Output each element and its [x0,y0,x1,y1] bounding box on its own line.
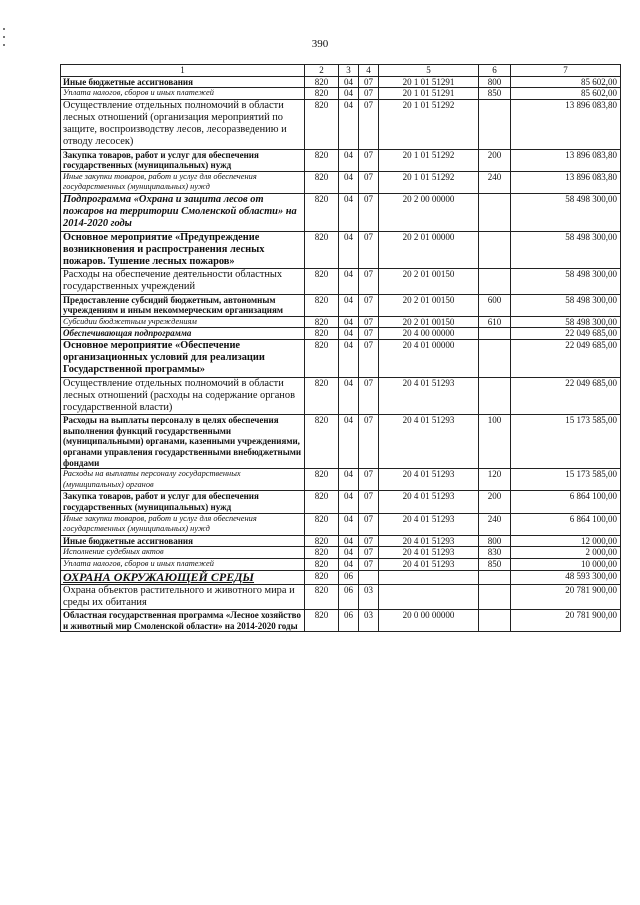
row-name-cell: Иные закупки товаров, работ и услуг для обеспечения государственных (муниципальных) нужд [61,513,305,535]
row-name-cell: Областная государственная программа «Лесное хозяйство и животный мир Смоленской области» на 2014-2020 годы [61,609,305,631]
row-name-cell: Осуществление отдельных полномочий в области лесных отношений (организация мероприятий по защите, воспроизводству лесов, лесоразведению и отводу лесосек) [61,99,305,149]
admin-code-cell: 820 [305,294,339,316]
table-row [61,88,621,100]
table-row [61,491,621,513]
subsection-code-cell: 07 [359,88,379,100]
table-row [61,558,621,570]
header-cell-3: 3 [339,65,359,77]
amount-cell: 15 173 585,00 [511,469,621,491]
amount-cell: 2 000,00 [511,547,621,559]
section-code-cell: 04 [339,558,359,570]
target-code-cell: 20 2 01 00150 [379,316,479,328]
subsection-code-cell: 07 [359,377,379,415]
row-name-cell: Иные закупки товаров, работ и услуг для обеспечения государственных (муниципальных) нужд [61,171,305,193]
row-name-cell: Субсидии бюджетным учреждениям [61,316,305,328]
admin-code-cell: 820 [305,584,339,609]
admin-code-cell: 820 [305,171,339,193]
admin-code-cell: 820 [305,469,339,491]
target-code-cell: 20 2 00 00000 [379,193,479,231]
subsection-code-cell: 07 [359,99,379,149]
amount-cell: 58 498 300,00 [511,294,621,316]
target-code-cell: 20 4 01 51293 [379,415,479,469]
subsection-code-cell: 07 [359,149,379,171]
expense-type-cell: 120 [479,469,511,491]
section-code-cell: 04 [339,269,359,294]
admin-code-cell: 820 [305,377,339,415]
table-row [61,193,621,231]
expense-type-cell [479,584,511,609]
section-code-cell: 06 [339,570,359,584]
target-code-cell: 20 4 01 51293 [379,377,479,415]
subsection-code-cell: 07 [359,294,379,316]
amount-cell: 13 896 083,80 [511,149,621,171]
target-code-cell [379,570,479,584]
target-code-cell: 20 1 01 51291 [379,88,479,100]
header-cell-2: 2 [305,65,339,77]
table-row [61,547,621,559]
subsection-code-cell: 07 [359,171,379,193]
expense-type-cell: 800 [479,76,511,88]
expense-type-cell [479,328,511,340]
section-code-cell: 04 [339,535,359,547]
section-code-cell: 04 [339,231,359,269]
target-code-cell: 20 4 01 00000 [379,339,479,377]
table-row [61,76,621,88]
expense-type-cell: 800 [479,535,511,547]
expense-type-cell: 610 [479,316,511,328]
target-code-cell: 20 4 01 51293 [379,469,479,491]
table-row [61,535,621,547]
amount-cell: 22 049 685,00 [511,328,621,340]
row-name-cell: Основное мероприятие «Обеспечение организационных условий для реализации Государственной программы» [61,339,305,377]
row-name-cell: Уплата налогов, сборов и иных платежей [61,558,305,570]
expense-type-cell: 200 [479,491,511,513]
expense-type-cell [479,339,511,377]
subsection-code-cell: 07 [359,535,379,547]
amount-cell: 13 896 083,80 [511,99,621,149]
amount-cell: 48 593 300,00 [511,570,621,584]
expense-type-cell: 100 [479,415,511,469]
amount-cell: 58 498 300,00 [511,316,621,328]
row-name-cell: Расходы на обеспечение деятельности областных государственных учреждений [61,269,305,294]
subsection-code-cell: 03 [359,609,379,631]
header-row [61,65,621,77]
target-code-cell: 20 2 01 00000 [379,231,479,269]
table-row [61,231,621,269]
amount-cell: 85 602,00 [511,88,621,100]
table-row [61,513,621,535]
table-row [61,328,621,340]
row-name-cell: Исполнение судебных актов [61,547,305,559]
admin-code-cell: 820 [305,269,339,294]
amount-cell: 6 864 100,00 [511,491,621,513]
expense-type-cell [479,99,511,149]
target-code-cell: 20 4 00 00000 [379,328,479,340]
table-row [61,99,621,149]
row-name-cell: Подпрограмма «Охрана и защита лесов от пожаров на территории Смоленской области» на 2014-2020 годы [61,193,305,231]
admin-code-cell: 820 [305,415,339,469]
budget-table [60,64,621,632]
amount-cell: 85 602,00 [511,76,621,88]
amount-cell: 15 173 585,00 [511,415,621,469]
expense-type-cell [479,609,511,631]
subsection-code-cell: 07 [359,328,379,340]
row-name-cell: Иные бюджетные ассигнования [61,535,305,547]
amount-cell: 10 000,00 [511,558,621,570]
table-row [61,377,621,415]
row-name-cell: Предоставление субсидий бюджетным, автономным учреждениям и иным некоммерческим организациям [61,294,305,316]
amount-cell: 58 498 300,00 [511,193,621,231]
header-cell-5: 5 [379,65,479,77]
section-code-cell: 04 [339,316,359,328]
section-code-cell: 04 [339,469,359,491]
table-row [61,339,621,377]
amount-cell: 20 781 900,00 [511,609,621,631]
target-code-cell: 20 1 01 51292 [379,149,479,171]
subsection-code-cell: 07 [359,193,379,231]
expense-type-cell [479,269,511,294]
table-row [61,415,621,469]
admin-code-cell: 820 [305,149,339,171]
target-code-cell: 20 2 01 00150 [379,294,479,316]
admin-code-cell: 820 [305,76,339,88]
amount-cell: 58 498 300,00 [511,231,621,269]
row-name-cell: Расходы на выплаты персоналу государственных (муниципальных) органов [61,469,305,491]
budget-table-container [60,64,620,632]
amount-cell: 58 498 300,00 [511,269,621,294]
section-code-cell: 04 [339,76,359,88]
section-code-cell: 04 [339,339,359,377]
subsection-code-cell: 07 [359,491,379,513]
subsection-code-cell: 07 [359,231,379,269]
target-code-cell: 20 4 01 51293 [379,513,479,535]
subsection-code-cell: 07 [359,316,379,328]
subsection-code-cell: 07 [359,415,379,469]
target-code-cell: 20 4 01 51293 [379,558,479,570]
admin-code-cell: 820 [305,88,339,100]
amount-cell: 12 000,00 [511,535,621,547]
admin-code-cell: 820 [305,609,339,631]
section-code-cell: 06 [339,584,359,609]
admin-code-cell: 820 [305,328,339,340]
section-code-cell: 06 [339,609,359,631]
subsection-code-cell: 07 [359,513,379,535]
subsection-code-cell: 03 [359,584,379,609]
table-row [61,149,621,171]
subsection-code-cell: 07 [359,76,379,88]
page-number: 390 [311,38,329,50]
row-name-cell: Закупка товаров, работ и услуг для обеспечения государственных (муниципальных) нужд [61,149,305,171]
row-name-cell: Осуществление отдельных полномочий в области лесных отношений (расходы на содержание органов государственной власти) [61,377,305,415]
row-name-cell: Закупка товаров, работ и услуг для обеспечения государственных (муниципальных) нужд [61,491,305,513]
expense-type-cell: 200 [479,149,511,171]
amount-cell: 22 049 685,00 [511,339,621,377]
target-code-cell: 20 2 01 00150 [379,269,479,294]
row-name-cell: Охрана объектов растительного и животного мира и среды их обитания [61,584,305,609]
table-row [61,171,621,193]
target-code-cell: 20 1 01 51292 [379,99,479,149]
row-name-cell: Иные бюджетные ассигнования [61,76,305,88]
admin-code-cell: 820 [305,547,339,559]
admin-code-cell: 820 [305,316,339,328]
expense-type-cell: 600 [479,294,511,316]
table-row [61,294,621,316]
row-name-cell: Уплата налогов, сборов и иных платежей [61,88,305,100]
expense-type-cell: 850 [479,88,511,100]
subsection-code-cell [359,570,379,584]
section-code-cell: 04 [339,491,359,513]
section-code-cell: 04 [339,377,359,415]
table-row [61,570,621,584]
table-row [61,609,621,631]
table-row [61,316,621,328]
row-name-cell: Основное мероприятие «Предупреждение возникновения и распространения лесных пожаров. Тушение лесных пожаров» [61,231,305,269]
expense-type-cell: 240 [479,171,511,193]
expense-type-cell: 830 [479,547,511,559]
admin-code-cell: 820 [305,491,339,513]
target-code-cell: 20 4 01 51293 [379,491,479,513]
section-code-cell: 04 [339,171,359,193]
target-code-cell: 20 0 00 00000 [379,609,479,631]
header-cell-6: 6 [479,65,511,77]
admin-code-cell: 820 [305,558,339,570]
section-code-cell: 04 [339,513,359,535]
subsection-code-cell: 07 [359,547,379,559]
header-cell-4: 4 [359,65,379,77]
target-code-cell: 20 1 01 51292 [379,171,479,193]
expense-type-cell: 240 [479,513,511,535]
admin-code-cell: 820 [305,570,339,584]
header-cell-7: 7 [511,65,621,77]
admin-code-cell: 820 [305,231,339,269]
subsection-code-cell: 07 [359,469,379,491]
admin-code-cell: 820 [305,339,339,377]
section-code-cell: 04 [339,149,359,171]
row-name-cell: Расходы на выплаты персоналу в целях обеспечения выполнения функций государственными (муниципальными) органами, казенными учреждениями, органами управления государственными внебюджетными фондами [61,415,305,469]
expense-type-cell: 850 [479,558,511,570]
header-cell-1: 1 [61,65,305,77]
subsection-code-cell: 07 [359,558,379,570]
amount-cell: 22 049 685,00 [511,377,621,415]
admin-code-cell: 820 [305,535,339,547]
expense-type-cell [479,570,511,584]
amount-cell: 20 781 900,00 [511,584,621,609]
row-name-cell: Обеспечивающая подпрограмма [61,328,305,340]
expense-type-cell [479,231,511,269]
target-code-cell: 20 4 01 51293 [379,547,479,559]
table-body [61,76,621,632]
row-name-cell: ОХРАНА ОКРУЖАЮЩЕЙ СРЕДЫ [61,570,305,584]
amount-cell: 6 864 100,00 [511,513,621,535]
section-code-cell: 04 [339,294,359,316]
section-code-cell: 04 [339,99,359,149]
amount-cell: 13 896 083,80 [511,171,621,193]
target-code-cell [379,584,479,609]
table-row [61,269,621,294]
admin-code-cell: 820 [305,99,339,149]
section-code-cell: 04 [339,328,359,340]
table-row [61,469,621,491]
subsection-code-cell: 07 [359,339,379,377]
expense-type-cell [479,193,511,231]
target-code-cell: 20 4 01 51293 [379,535,479,547]
admin-code-cell: 820 [305,193,339,231]
target-code-cell: 20 1 01 51291 [379,76,479,88]
expense-type-cell [479,377,511,415]
admin-code-cell: 820 [305,513,339,535]
table-row [61,584,621,609]
section-code-cell: 04 [339,415,359,469]
subsection-code-cell: 07 [359,269,379,294]
section-code-cell: 04 [339,88,359,100]
section-code-cell: 04 [339,193,359,231]
section-code-cell: 04 [339,547,359,559]
